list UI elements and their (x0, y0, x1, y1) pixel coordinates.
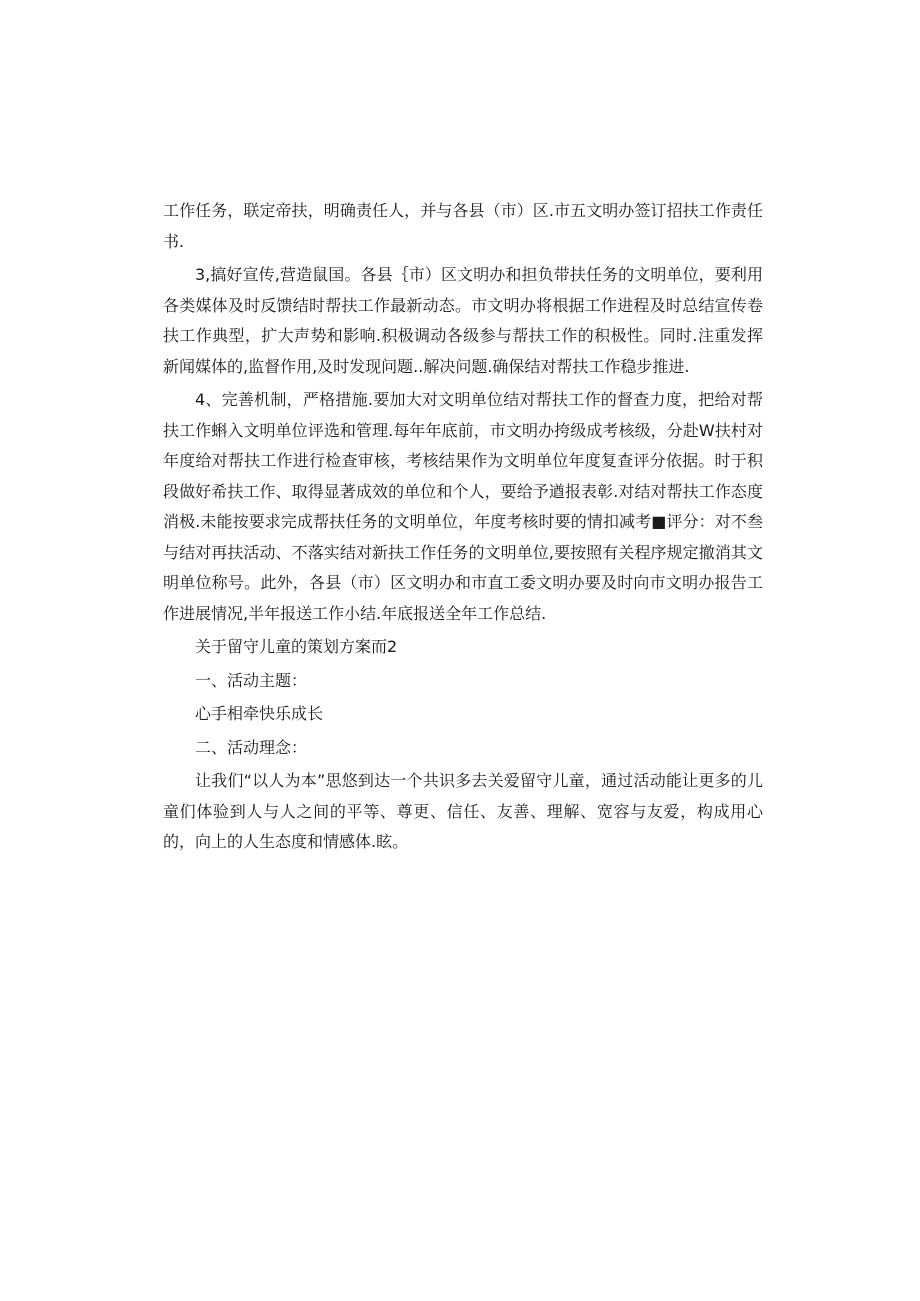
activity-theme-text: 心手相牵快乐成长 (195, 704, 324, 723)
document-body (163, 196, 763, 861)
paragraph-publicity: 3,搞好宣传,营造鼠国。各县｛市）区文明办和担负带扶任务的文明单位，要利用各类媒体及时反馈结时帮扶工作最新动态。市文明办将根据工作进程及时总结宣传卷扶工作典型，扩大声势和影响.积极调动各级参与帮扶工作的积极性。同时.注重发挥新闻媒体的,监督作用,及时发现问题..解决问题.确保结对帮扶工作稳步推进. (163, 265, 763, 376)
paragraph-mechanism: 4、完善机制，严格措施.要加大对文明单位结对帮扶工作的督查力度，把给对帮扶工作蝌入文明单位评选和管理.每年年底前，市文明办挎级成考核级，分赴W扶村对年度给对帮扶工作进行检查审核，考核结果作为文明单位年度复查评分依据。时于积段做好希扶工作、取得显著成效的单位和个人，要给予遒报表彰.对结对帮扶工作态度消极.未能按要求完成帮扶任务的文明单位，年度考核时要的情扣减考■评分：对不叁与结对再扶活动、不落实结对新扶工作任务的文明单位,要按照有关程序规定撤消其文明单位称号。此外，各县（市）区文明办和市直工委文明办要及时向市文明办报告工作进展情况,半年报送工作小结.年底报送全年工作总结. (163, 390, 763, 623)
paragraph-continuation: 工作任务，联定帝扶，明确责任人，并与各县（市）区.市五文明办签订招扶工作责任书. (163, 201, 763, 251)
paragraph-activity-concept: 让我们“以人为本”思悠到达一个共识多去关爱留守儿童，通过活动能让更多的儿童们体验到人与人之间的平等、尊更、信任、友善、理解、宽容与友爱，构成用心的，向上的人生态度和情感体.眩。 (163, 771, 763, 851)
heading-activity-theme: 一、活动主题： (195, 670, 308, 690)
heading-activity-concept: 二、活动理念： (195, 737, 308, 757)
section-title: 关于留守儿童的策划方案而2 (195, 637, 398, 656)
